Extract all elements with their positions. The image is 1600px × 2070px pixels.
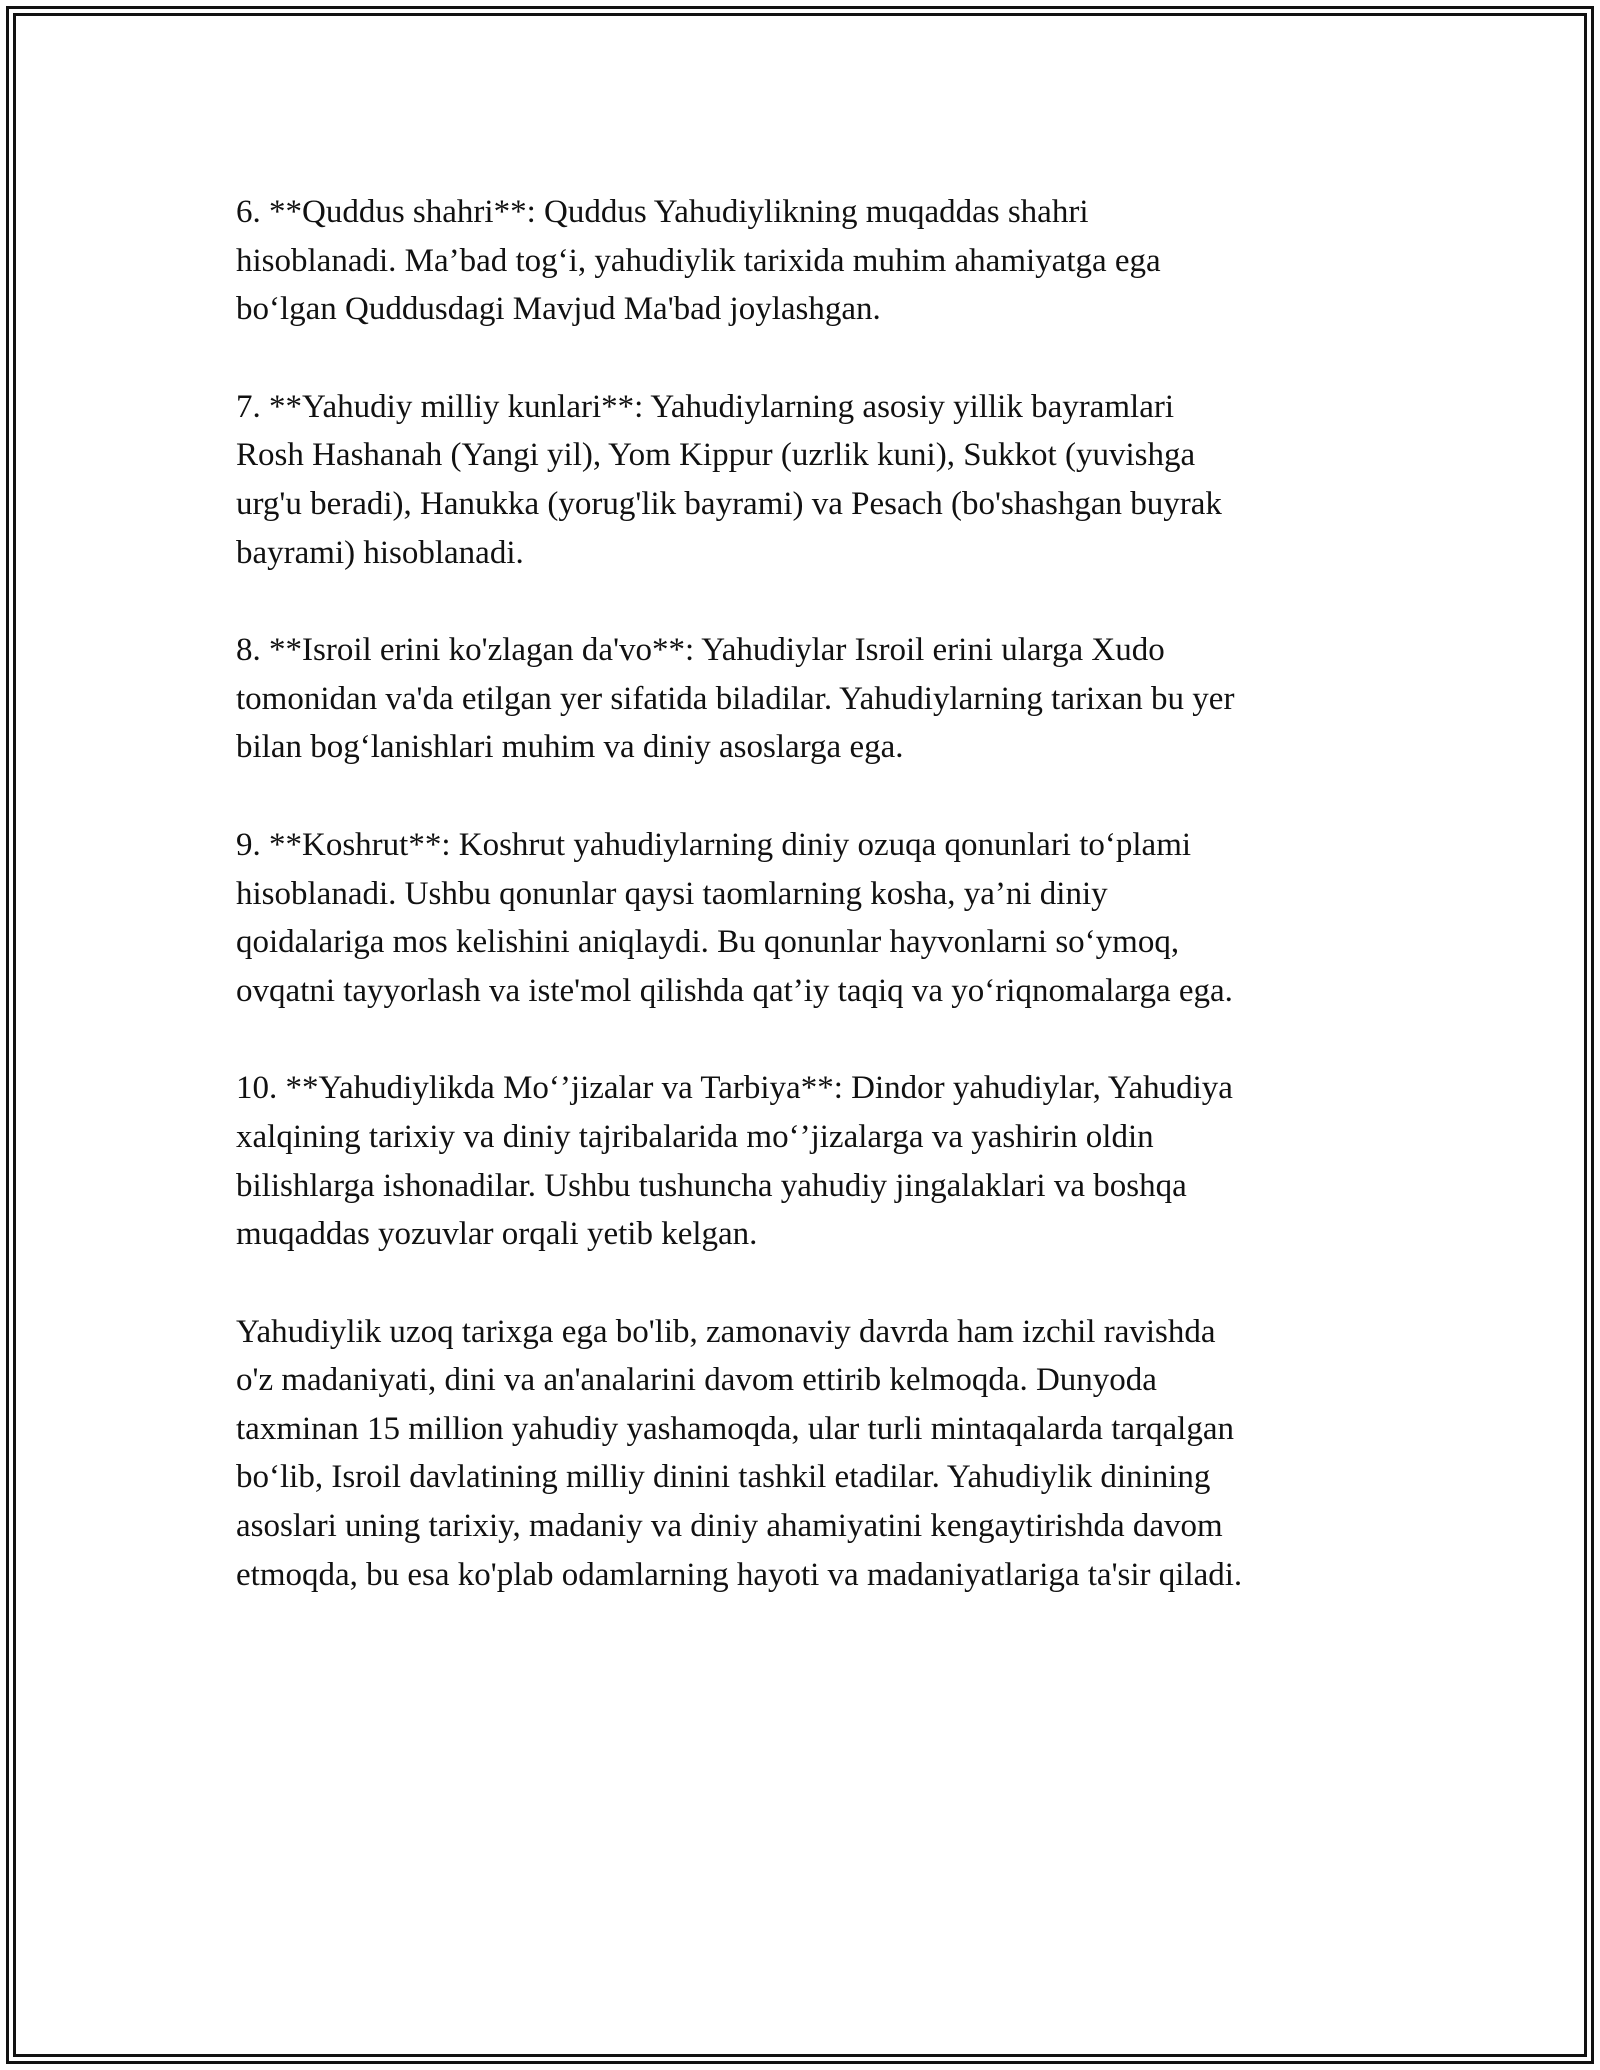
paragraph-conclusion: Yahudiylik uzoq tarixga ega bo'lib, zamonaviy davrda ham izchil ravishda o'z madaniyati, dini va an'analarini davom ettirib kelmoqda. Dunyoda taxminan 15 million yahudiy yashamoqda, ular turli mintaqalarda tarqalgan bo‘lib, Isroil davlatining milliy dinini tashkil etadilar. Yahudiylik dinining asoslari uning tarixiy, madaniy va diniy ahamiyatini kengaytirishda davom etmoqda, bu esa ko'plab odamlarning hayoti va madaniyatlariga ta'sir qiladi. <box>236 1313 1243 1593</box>
paragraph-10-mojizalar: 10. **Yahudiylikda Mo‘’jizalar va Tarbiya**: Dindor yahudiylar, Yahudiya xalqining tarixiy va diniy tajribalarida mo‘’jizalarga va yashirin oldin bilishlarga ishonadilar. Ushbu tushuncha yahudiy jingalaklari va boshqa muqaddas yozuvlar orqali yetib kelgan. <box>236 1070 1233 1253</box>
paragraph-7-yahudiy-milliy-kunlari: 7. **Yahudiy milliy kunlari**: Yahudiylarning asosiy yillik bayramlari Rosh Hashanah (Yangi yil), Yom Kippur (uzrlik kuni), Sukkot (yuvishga urg'u beradi), Hanukka (yorug'lik bayrami) va Pesach (bo'shashgan buyrak bayrami) hisoblanadi. <box>236 388 1222 571</box>
paragraph-9-koshrut: 9. **Koshrut**: Koshrut yahudiylarning diniy ozuqa qonunlari to‘plami hisoblanadi. Ushbu qonunlar qaysi taomlarning kosha, ya’ni diniy qoidalariga mos kelishini aniqlaydi. Bu qonunlar hayvonlarni so‘ymoq, ovqatni tayyorlash va iste'mol qilishda qat’iy taqiq va yo‘riqnomalarga ega. <box>236 826 1233 1009</box>
document-body <box>236 188 1364 1599</box>
paragraph-8-isroil-erini: 8. **Isroil erini ko'zlagan da'vo**: Yahudiylar Isroil erini ularga Xudo tomonidan va'da etilgan yer sifatida biladilar. Yahudiylarning tarixan bu yer bilan bog‘lanishlari muhim va diniy asoslarga ega. <box>236 632 1235 766</box>
paragraph-6-quddus-shahri: 6. **Quddus shahri**: Quddus Yahudiylikning muqaddas shahri hisoblanadi. Ma’bad tog‘i, yahudiylik tarixida muhim ahamiyatga ega bo‘lgan Quddusdagi Mavjud Ma'bad joylashgan. <box>236 194 1161 328</box>
